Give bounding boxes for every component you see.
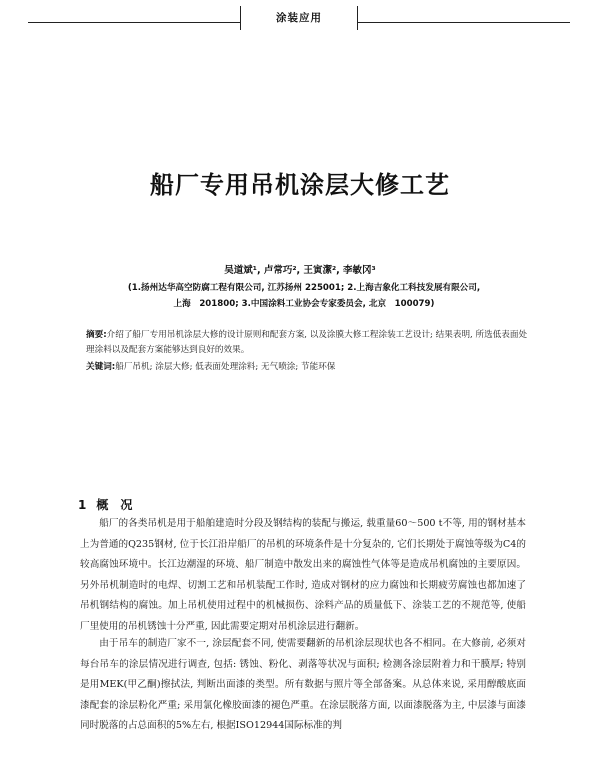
- keywords-text: 船厂吊机; 涂层大修; 低表面处理涂料; 无气喷涂; 节能环保: [115, 362, 336, 372]
- section-heading: [78, 496, 132, 513]
- body-paragraph-1: 船厂的各类吊机是用于船舶建造时分段及钢结构的装配与搬运, 载重量60～500 t不等, 用的钢材基本上为普通的Q235钢材, 位于长江沿岸船厂的吊机的环境条件是十分复杂的, 它们长期处于腐蚀等级为C4的较高腐蚀环境中。长江边潮湿的环境、船厂制造中散发出来的腐蚀性气体等是造成吊机腐蚀的主要原因。另外吊机制造时的电焊、切割工艺和吊机装配工作时, 造成对钢材的应力腐蚀和长期疲劳腐蚀也都加速了吊机钢结构的腐蚀。加上吊机使用过程中的机械损伤、涂料产品的质量低下、涂装工艺的不规范等, 使船厂里使用的吊机锈蚀十分严重, 因此需要定期对吊机涂层进行翻新。: [80, 518, 526, 632]
- header-section-box: [240, 6, 358, 30]
- article-authors: 吴道斌¹, 卢常巧², 王寅潔², 李敏冈³: [224, 265, 376, 276]
- header-section-label: 涂装应用: [276, 12, 322, 24]
- affiliation-line-1: (1.扬州达华高空防腐工程有限公司, 江苏扬州 225001; 2.上海吉象化工科技发展有限公司,: [127, 283, 481, 293]
- body-paragraph-2: 由于吊车的制造厂家不一, 涂层配套不同, 使需要翻新的吊机涂层现状也各不相同。在大修前, 必须对每台吊车的涂层情况进行调查, 包括: 锈蚀、粉化、剥落等状况与面积; 检测各涂层附着力和干膜厚; 特别是用MEK(甲乙酮)擦拭法, 判断出面漆的类型。所有数据与照片等全部备案。从总体来说, 采用醇酸底面漆配套的涂层粉化严重; 采用氯化橡胶面漆的褪色严重。在涂层脱落方面, 以面漆脱落为主, 中层漆与面漆同时脱落的占总面积的5%左右, 根据ISO12944国际标准的判: [80, 638, 526, 731]
- affiliation-line-2: 上海 201800; 3.中国涂料工业协会专家委员会, 北京 100079): [173, 299, 435, 309]
- abstract-block: [86, 328, 534, 375]
- keywords-label: 关键词:: [86, 362, 116, 372]
- keywords-paragraph: [86, 360, 534, 375]
- abstract-text: 介绍了船厂专用吊机涂层大修的设计原则和配套方案, 以及涂膜大修工程涂装工艺设计; 结果表明, 所选低表面处理涂料以及配套方案能够达到良好的效果。: [86, 330, 528, 355]
- section-number: 1: [78, 498, 87, 512]
- abstract-paragraph: [86, 328, 534, 358]
- section-title: 概 况: [96, 498, 133, 512]
- article-title: 船厂专用吊机涂层大修工艺: [150, 171, 450, 199]
- abstract-label: 摘要:: [86, 330, 107, 340]
